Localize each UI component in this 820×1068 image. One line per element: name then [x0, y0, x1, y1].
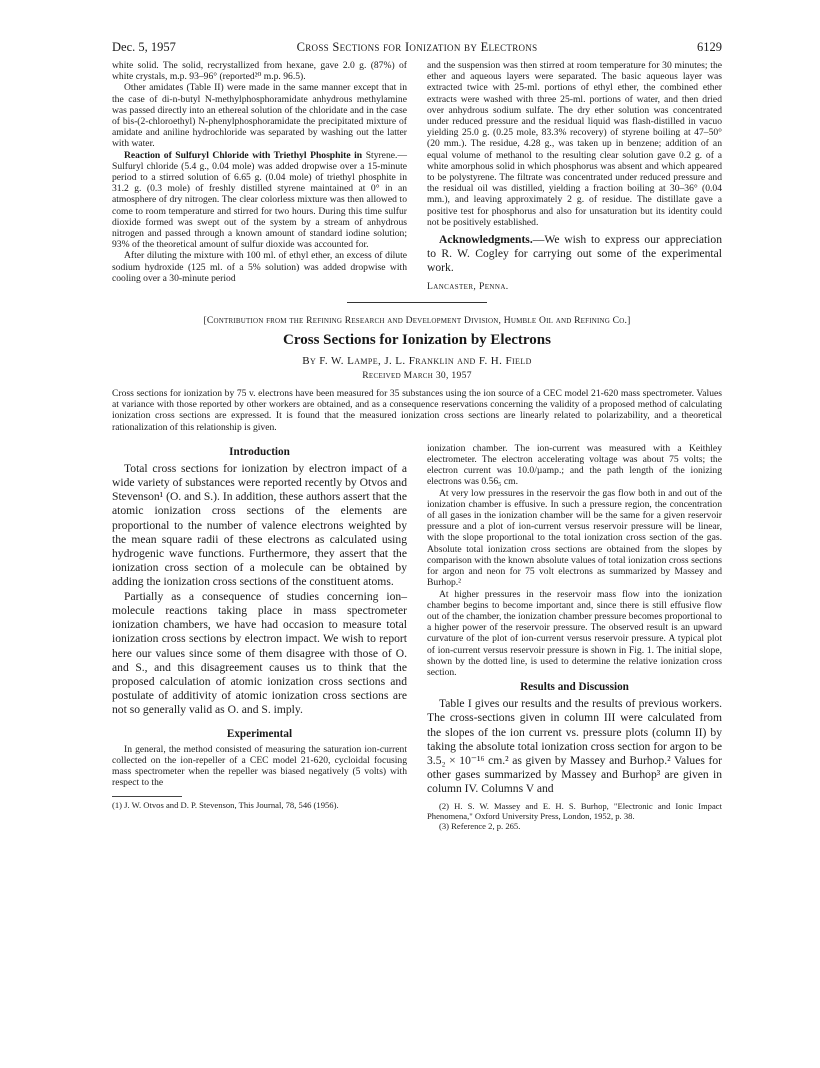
running-title: Cross Sections for Ionization by Electrons [296, 40, 538, 54]
paragraph: At higher pressures in the reservoir mass flow into the ionization chamber begins to become important and, since there is still effusive flow out of the chamber, the ionization chamber pressure becomes proportional to a higher power of the reservoir pressure. The observed result is an upward curvature of the plot of ion-current versus reservoir pressure. A typical plot of ion-current versus reservoir pressure is shown in Fig. 1. The initial slope, shown by the dotted line, is used to determine the relative ionization cross section. [427, 588, 722, 678]
section-heading: Experimental [226, 727, 293, 740]
footnote: (2) H. S. W. Massey and E. H. S. Burhop, "Electronic and Ionic Impact Phenomena," Oxford University Press, London, 1952, p. 38. [427, 800, 722, 821]
paragraph: After diluting the mixture with 100 ml. of ethyl ether, an excess of dilute sodium hydroxide (125 ml. of a 5% solution) was added dropwise with cooling over a 30-minute period [112, 250, 407, 284]
section-divider [347, 302, 487, 303]
paragraph: Total cross sections for ionization by electron impact of a wide variety of substances were reported recently by Otvos and Stevenson¹ (O. and S.). In addition, these authors assert that the atomic ionization cross sections of the elements are proportional to the number of valence electrons weighted by the mean square radii of these electrons as calculated using hydrogenic wave functions. Furthermore, they assert that the ionization cross section of a molecule can be obtained by adding the ionization cross sections of the constituent atoms. [112, 461, 407, 589]
page-number: 6129 [697, 40, 722, 54]
section-heading: Results and Discussion [520, 681, 629, 694]
paragraph: Other amidates (Table II) were made in the same manner except that in the case of di-n-butyl N-methylphosphoramidate anhydrous methylamine was passed directly into an ethereal solution of the chloridate and in the case of bis-(2-chloroethyl) N-phenylphosphoramidate the precipitated mixture of amidate and aniline hydrochloride was separated by washing out the latter with water. [112, 82, 407, 150]
received-date: Received March 30, 1957 [362, 370, 472, 382]
top-right-column [427, 60, 722, 292]
paragraph: white solid. The solid, recrystallized from hexane, gave 2.0 g. (87%) of white crystals, m.p. 93–96° (reported²⁰ m.p. 96.5). [112, 60, 407, 83]
paragraph-text: Styrene.—Sulfuryl chloride (5.4 g., 0.04 mole) was added dropwise over a 15-minute period to a stirred solution of 6.65 g. (0.04 mole) of triethyl phosphite in 31.2 g. (0.3 mole) of freshly distilled styrene maintained at 0° in an atmosphere of dry nitrogen. The clear colorless mixture was then allowed to come to room temperature and stirred for two hours. During this time sulfur dioxide formed was swept out of the system by a stream of anhydrous nitrogen and passed through a known amount of standard iodine solution; 93% of the theoretical amount of sulfur dioxide was accounted for. [112, 149, 407, 251]
paragraph: ionization chamber. The ion-current was measured with a Keithley electrometer. The electron accelerating voltage was about 75 volts; the electron current was 10.0/µamp.; and the path length of the ionizing electrons was 0.56₅ cm. [427, 442, 722, 488]
footnote: (1) J. W. Otvos and D. P. Stevenson, This Journal, 78, 546 (1956). [112, 800, 339, 811]
ack-text: —We wish to express our appreciation to R. W. Cogley for carrying out some of the experimental work. [427, 233, 722, 275]
paragraph: Table I gives our results and the results of previous workers. The cross-sections given in column III were calculated from the slopes of the ion current vs. pressure plots (column II) by taking the absolute total ionization cross section for argon to be 3.5₂ × 10⁻¹⁶ cm.² as given by Massey and Burhop.² Values for other gases summarized by Massey and Burhop³ are given in column IV. Columns V and [427, 697, 722, 796]
article-title: Cross Sections for Ionization by Electrons [283, 332, 551, 349]
right-column [427, 443, 722, 831]
abstract: Cross sections for ionization by 75 v. electrons have been measured for 35 substances using the ion source of a CEC model 21-620 mass spectrometer. Values at variance with those reported by other workers are obtained, and as a consequence reservations concerning the validity of a proposed method of calculating ionization cross sections are expressed. It is found that the measured ionization cross sections are linearly related to polarizability, and a theoretical rationalization of this relationship is given. [112, 388, 722, 433]
page-header [112, 40, 722, 60]
ack-heading: Acknowledgments. [439, 233, 533, 247]
left-column [112, 443, 407, 831]
section-heading: Introduction [229, 445, 290, 458]
footnote: (3) Reference 2, p. 265. [439, 820, 521, 831]
acknowledgments [427, 233, 722, 275]
top-left-column [112, 60, 407, 292]
paragraph: In general, the method consisted of measuring the saturation ion-current collected on the ion-repeller of a CEC model 21-620, cycloidal focusing mass spectrometer when the repeller was biased negatively (5 volts) with respect to the [112, 743, 407, 789]
paragraph: and the suspension was then stirred at room temperature for 30 minutes; the ether and aqueous layers were separated. The basic aqueous layer was extracted twice with 25-ml. portions of ethyl ether, the combined ether extracts were washed with three 25-ml. portions of water, and then dried over anhydrous sodium sulfate. The dry ether solution was concentrated under reduced pressure and the residual liquid was flash-distilled in vacuo yielding 25.0 g. (0.25 mole, 83.3% recovery) of styrene boiling at 47–50° (20 mm.). The residue, 4.28 g., was taken up in benzene; addition of an equal volume of methanol to the resulting clear solution gave 0.2 g. of a white amorphous solid in which phosphorus was absent and which appeared to be polystyrene. The filtrate was concentrated under reduced pressure and the residual oil was distilled, yielding a fraction boiling at 30–36° (0.04 mm.), and leaving approximately 2 g. of residue. The distillate gave a positive test for phosphorus and also for unsaturation but its identity could not be positively established. [427, 60, 722, 228]
journal-page [112, 40, 722, 1050]
paragraph: At very low pressures in the reservoir the gas flow both in and out of the ionization chamber is effusive. In such a pressure region, the concentration of all gases in the ionization chamber will be the same for a given reservoir pressure and a plot of ion-current versus reservoir pressure will be linear, with the slope proportional to the total ionization cross section of the gas. Absolute total ionization cross sections are obtained from the slopes by comparison with the known absolute values of total ionization cross sections for argon and neon for 75 volt electrons as summarized by Massey and Burhop.² [427, 487, 722, 589]
reaction-heading: Reaction of Sulfuryl Chloride with Triethyl Phosphite in [124, 149, 363, 161]
paragraph [112, 150, 407, 251]
top-section [112, 60, 722, 292]
header-date: Dec. 5, 1957 [112, 40, 176, 54]
author-location: Lancaster, Penna. [427, 281, 509, 293]
paragraph: Partially as a consequence of studies concerning ion–molecule reactions taking place in mass spectrometer ionization chambers, we have had occasion to measure total ionization cross sections by electron impact. We wish to report here our values since some of them disagree with those of O. and S., and this disagreement causes us to think that the proposed calculation of atomic ionization cross sections and postulate of additivity of atomic ionization cross sections are not so generally valid as O. and S. imply. [112, 589, 407, 717]
article-authors: By F. W. Lampe, J. L. Franklin and F. H. Field [302, 355, 532, 368]
contribution-line: [Contribution from the Refining Research and Development Division, Humble Oil and Refining Co.] [203, 315, 631, 327]
body-section [112, 443, 722, 831]
footnote-divider [112, 796, 182, 797]
